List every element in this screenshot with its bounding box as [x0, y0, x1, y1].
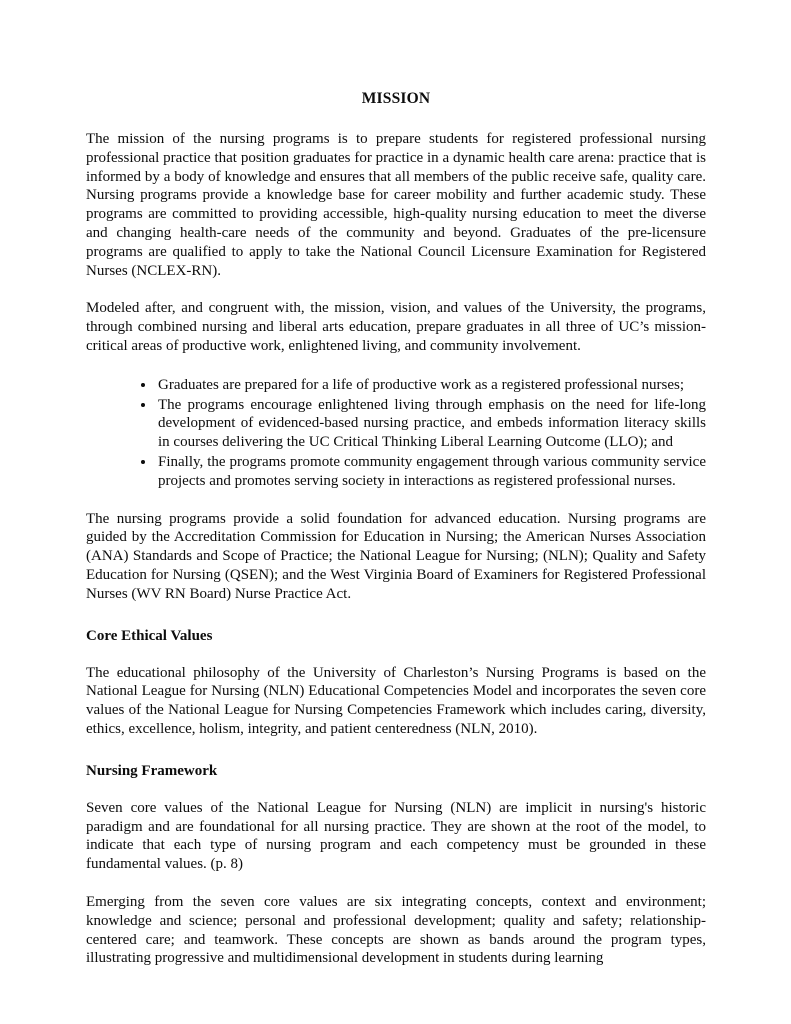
- mission-bullet-list: [86, 376, 706, 491]
- heading-nursing-framework: Nursing Framework: [86, 762, 218, 779]
- paragraph-solid-foundation: The nursing programs provide a solid foundation for advanced education. Nursing programs are guided by the Accreditation Commission for Education in Nursing; the American Nurses Association (ANA) Standards and Scope of Practice; the National League for Nursing; (NLN); Quality and Safety Education for Nursing (QSEN); and the West Virginia Board of Examiners for Registered Professional Nurses (WV RN Board) Nurse Practice Act.: [86, 510, 706, 602]
- bullet-item-productive-work: • Graduates are prepared for a life of productive work as a registered professional nurses;: [156, 376, 706, 395]
- heading-core-ethical-values: Core Ethical Values: [86, 627, 213, 644]
- paragraph-seven-core-values: Seven core values of the National League for Nursing (NLN) are implicit in nursing's historic paradigm and are foundational for all nursing practice. They are shown at the root of the model, to indicate that each type of nursing program and each competency must be grounded in these fundamental values. (p. 8): [86, 799, 706, 873]
- bullet-item-enlightened-living: • The programs encourage enlightened living through emphasis on the need for life-long development of evidenced-based nursing practice, and embeds information literacy skills in courses delivering the UC Critical Thinking Liberal Learning Outcome (LLO); and: [156, 396, 706, 452]
- paragraph-educational-philosophy: The educational philosophy of the University of Charleston’s Nursing Programs is based on the National League for Nursing (NLN) Educational Competencies Model and incorporates the seven core values of the National League for Nursing Competencies Framework which includes caring, diversity, ethics, excellence, holism, integrity, and patient centeredness (NLN, 2010).: [86, 664, 706, 737]
- bullet-item-community-engagement: • Finally, the programs promote community engagement through various community service projects and promotes serving society in interactions as registered professional nurses.: [156, 453, 706, 491]
- paragraph-emerging-concepts: Emerging from the seven core values are six integrating concepts, context and environment; knowledge and science; personal and professional development; quality and safety; relationship-centered care; and teamwork. These concepts are shown as bands around the program types, illustrating progressive and multidimensional development in students during learning: [86, 893, 706, 967]
- paragraph-mission-statement: The mission of the nursing programs is to prepare students for registered professional nursing professional practice that position graduates for practice in a dynamic health care arena: practice that is informed by a body of knowledge and ensures that all members of the public receive safe, quality care. Nursing programs provide a knowledge base for career mobility and further academic study. These programs are committed to providing accessible, high-quality nursing education to meet the diverse and changing health-care needs of the community and beyond. Graduates of the pre-licensure programs are qualified to apply to take the National Council Licensure Examination for Registered Nurses (NCLEX-RN).: [86, 131, 706, 279]
- paragraph-modeled-after: Modeled after, and congruent with, the mission, vision, and values of the University, the programs, through combined nursing and liberal arts education, prepare graduates in all three of UC’s mission-critical areas of productive work, enlightened living, and community involvement.: [86, 300, 706, 354]
- page-title: MISSION: [361, 90, 431, 107]
